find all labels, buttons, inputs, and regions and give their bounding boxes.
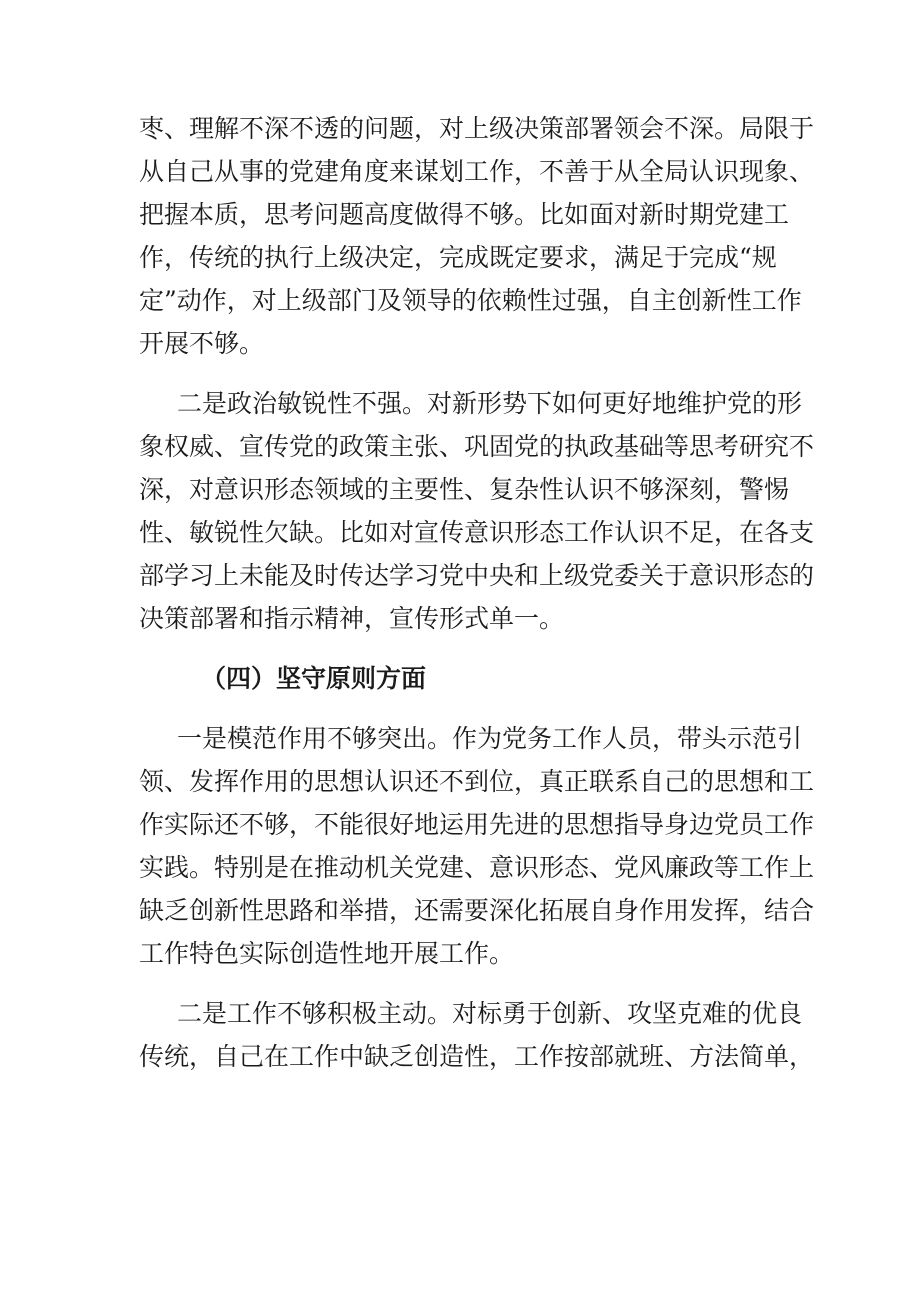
text-line: 传统，自己在工作中缺乏创造性，工作按部就班、方法简单，: [139, 1042, 815, 1071]
text-line: 工作特色实际创造性地开展工作。: [139, 939, 515, 968]
text-line: 开展不够。: [139, 329, 265, 358]
text-line: 决策部署和指示精神，宣传形式单一。: [139, 604, 565, 633]
text-line: 从自己从事的党建角度来谋划工作，不善于从全局认识现象、: [139, 157, 815, 186]
document-body: [139, 107, 815, 1095]
text-line: 作，传统的执行上级决定，完成既定要求，满足于完成“规: [139, 243, 777, 272]
paragraph-initiative: [139, 992, 815, 1078]
text-line: 象权威、宣传党的政策主张、巩固党的执政基础等思考研究不: [139, 432, 815, 461]
paragraph-model-role: [139, 717, 815, 975]
text-line: 枣、理解不深不透的问题，对上级决策部署领会不深。局限于: [139, 114, 815, 143]
text-line: 缺乏创新性思路和举措，还需要深化拓展自身作用发挥，结合: [139, 896, 815, 925]
text-line: 部学习上未能及时传达学习党中央和上级党委关于意识形态的: [139, 561, 815, 590]
text-line: 二是工作不够积极主动。对标勇于创新、攻坚克难的优良: [177, 999, 803, 1028]
text-line: 二是政治敏锐性不强。对新形势下如何更好地维护党的形: [177, 389, 803, 418]
text-line: 领、发挥作用的思想认识还不到位，真正联系自己的思想和工: [139, 767, 815, 796]
text-line: 作实际还不够，不能很好地运用先进的思想指导身边党员工作: [139, 810, 815, 839]
text-line: 定”动作，对上级部门及领导的依赖性过强，自主创新性工作: [139, 286, 802, 315]
text-line: 把握本质，思考问题高度做得不够。比如面对新时期党建工: [139, 200, 790, 229]
paragraph-political-sensitivity: [139, 382, 815, 640]
text-line: 实践。特别是在推动机关党建、意识形态、党风廉政等工作上: [139, 853, 815, 882]
text-line: 深，对意识形态领域的主要性、复杂性认识不够深刻，警惕: [139, 475, 790, 504]
text-line: 一是模范作用不够突出。作为党务工作人员，带头示范引: [177, 724, 803, 753]
section-heading: （四）坚守原则方面: [201, 664, 427, 693]
paragraph-continued: [139, 107, 815, 365]
text-line: 性、敏锐性欠缺。比如对宣传意识形态工作认识不足，在各支: [139, 518, 815, 547]
